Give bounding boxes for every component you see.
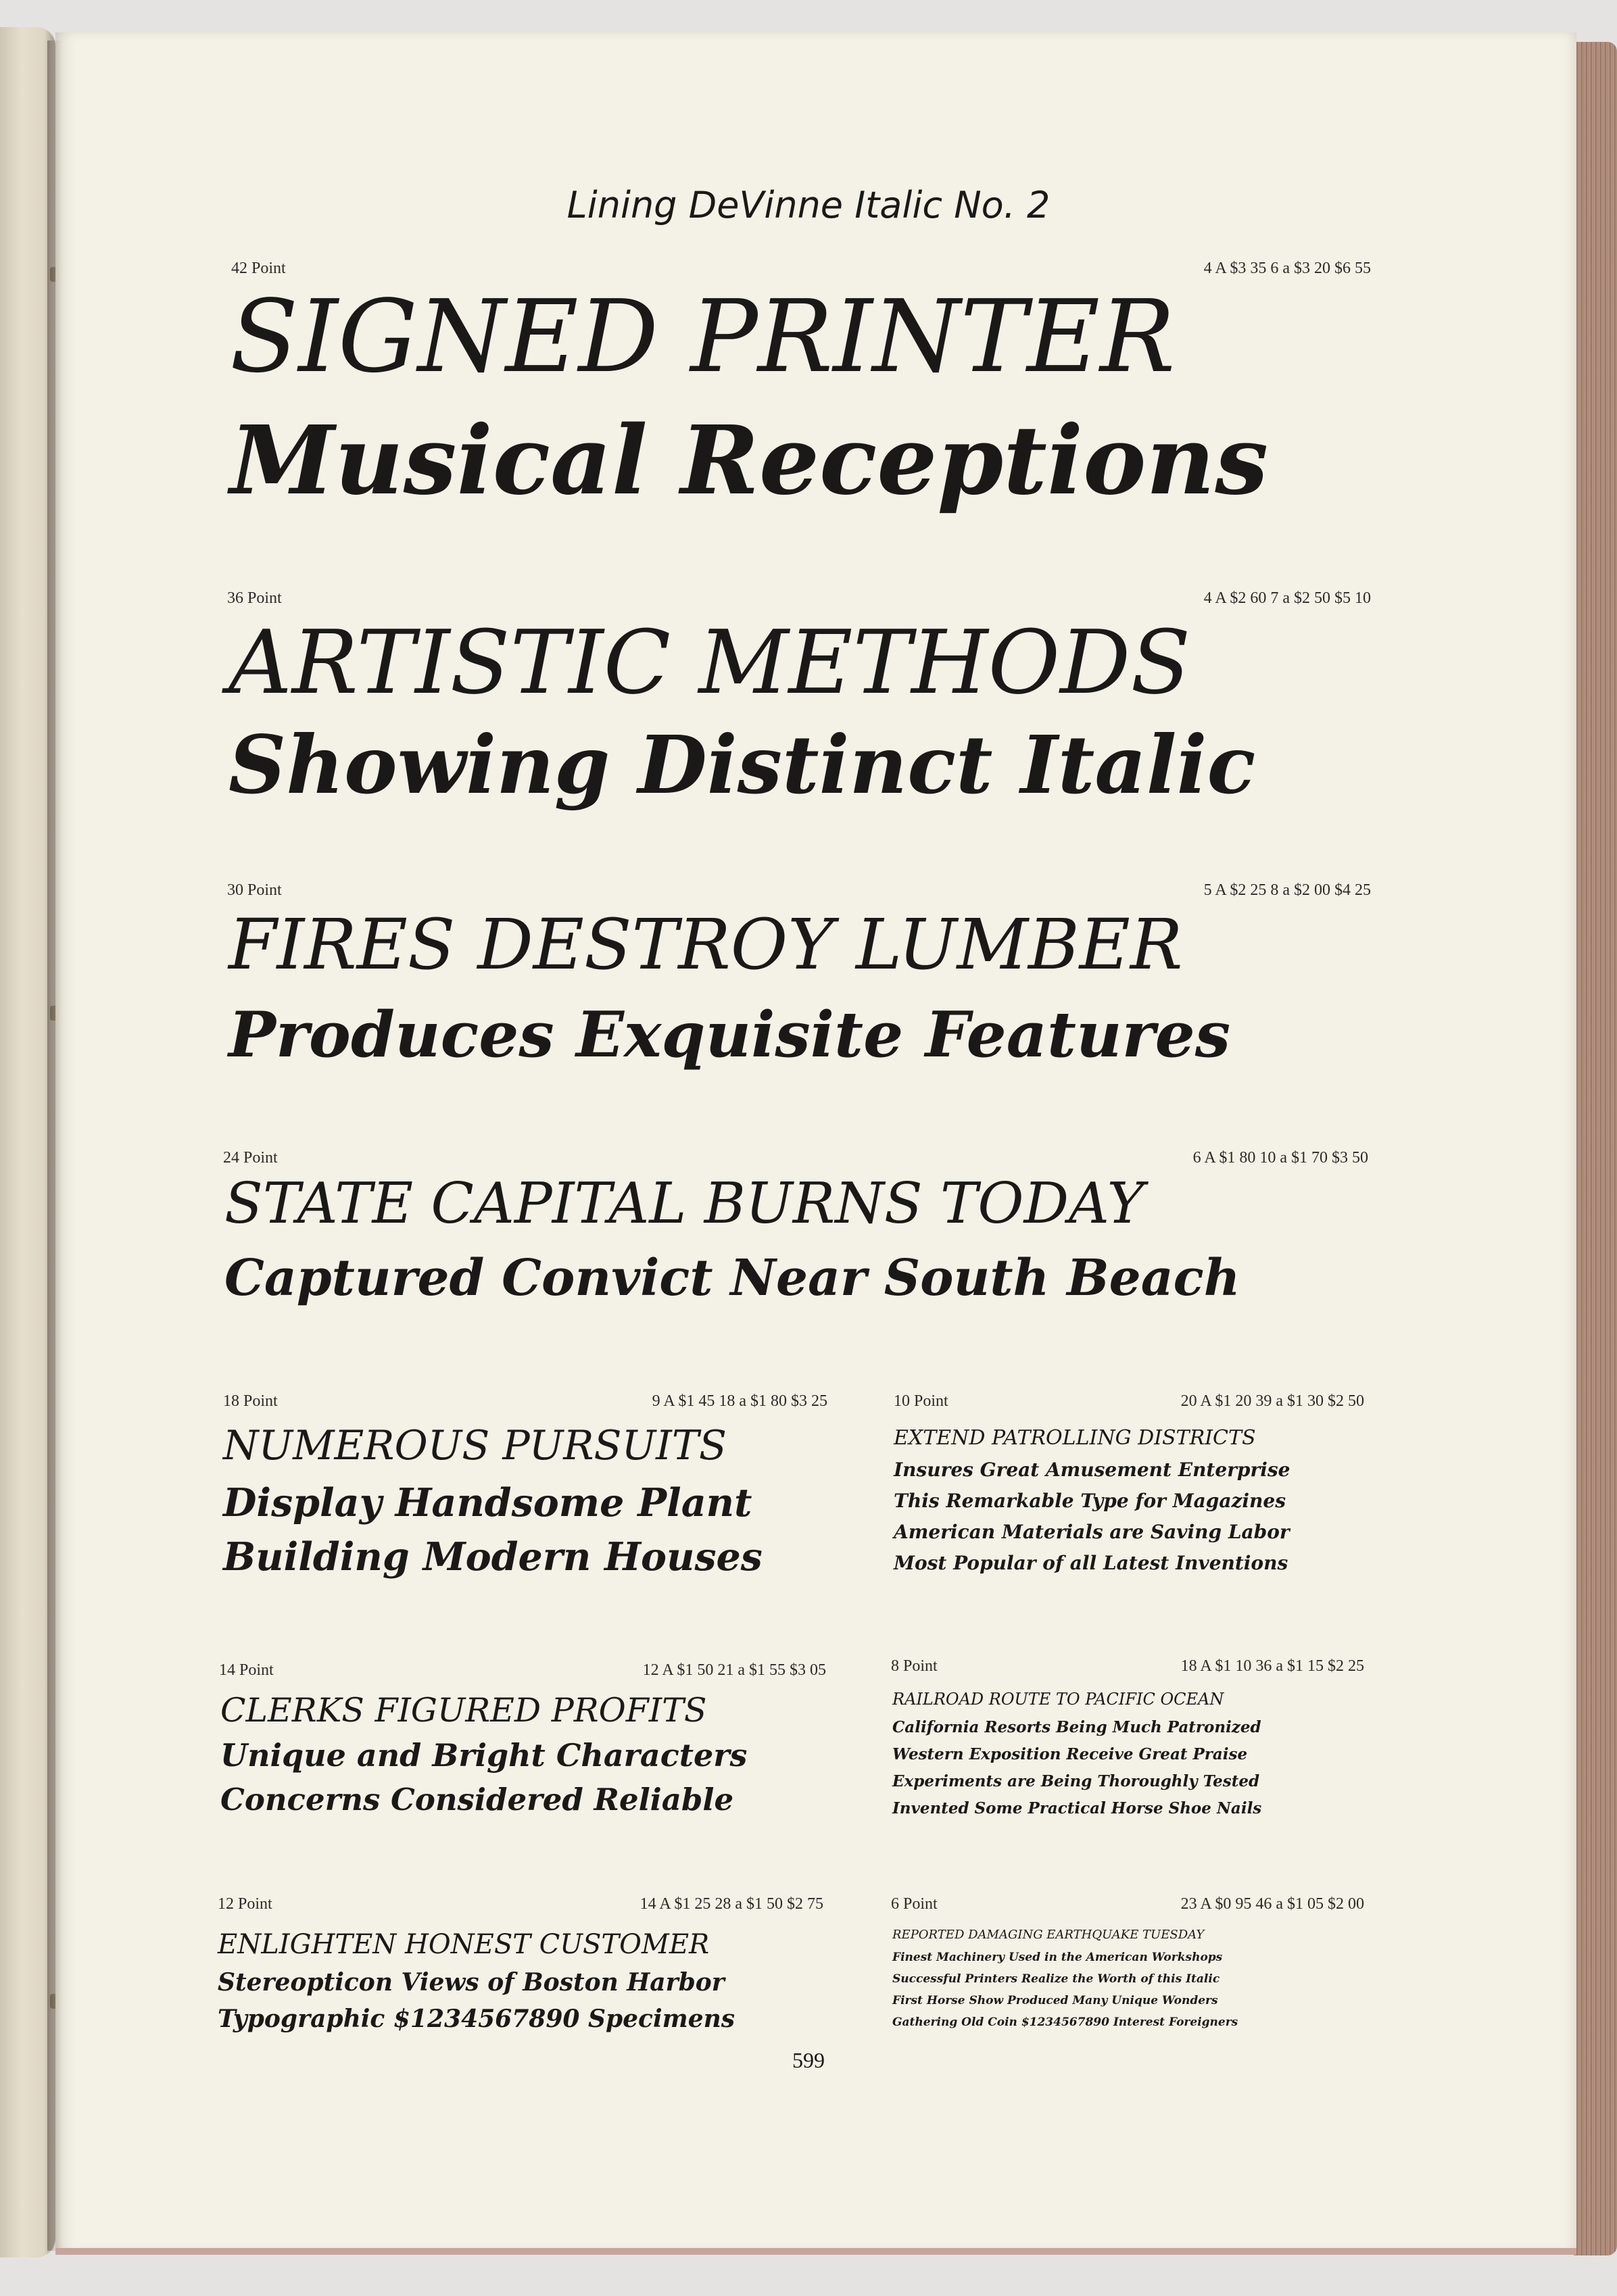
point-size-label: 30 Point bbox=[227, 881, 282, 899]
specimen-line: EXTEND PATROLLING DISTRICTS bbox=[894, 1426, 1256, 1450]
specimen-line: Western Exposition Receive Great Praise bbox=[892, 1745, 1248, 1763]
point-size-label: 10 Point bbox=[894, 1392, 948, 1410]
specimen-line: Concerns Considered Reliable bbox=[220, 1782, 734, 1817]
specimen-line: Invented Some Practical Horse Shoe Nails bbox=[892, 1799, 1262, 1817]
specimen-line: CLERKS FIGURED PROFITS bbox=[220, 1691, 707, 1730]
specimen-line: Gathering Old Coin $1234567890 Interest Foreigners bbox=[892, 2016, 1238, 2029]
price-label: 18 A $1 10 36 a $1 15 $2 25 bbox=[1180, 1657, 1364, 1675]
page-edges bbox=[1574, 42, 1617, 2255]
specimen-line: First Horse Show Produced Many Unique Wonders bbox=[892, 1994, 1218, 2007]
specimen-line: Successful Printers Realize the Worth of this Italic bbox=[892, 1972, 1220, 1986]
price-label: 9 A $1 45 18 a $1 80 $3 25 bbox=[652, 1392, 827, 1410]
specimen-line: Typographic $1234567890 Specimens bbox=[218, 2005, 735, 2033]
specimen-line: Produces Exquisite Features bbox=[228, 998, 1231, 1071]
point-size-label: 24 Point bbox=[223, 1149, 278, 1167]
specimen-line: RAILROAD ROUTE TO PACIFIC OCEAN bbox=[892, 1690, 1224, 1709]
specimen-line: Display Handsome Plant bbox=[223, 1480, 752, 1525]
price-label: 5 A $2 25 8 a $2 00 $4 25 bbox=[1203, 881, 1371, 899]
specimen-line: Most Popular of all Latest Inventions bbox=[894, 1552, 1288, 1574]
specimen-line: Captured Convict Near South Beach bbox=[224, 1249, 1240, 1307]
specimen-line: Finest Machinery Used in the American Workshops bbox=[892, 1951, 1223, 1964]
specimen-line: STATE CAPITAL BURNS TODAY bbox=[224, 1171, 1144, 1236]
price-label: 23 A $0 95 46 a $1 05 $2 00 bbox=[1180, 1895, 1364, 1913]
point-size-label: 36 Point bbox=[227, 589, 282, 607]
page-number: 599 bbox=[792, 2048, 825, 2072]
specimen-line: Experiments are Being Thoroughly Tested bbox=[892, 1772, 1260, 1790]
point-size-label: 12 Point bbox=[218, 1895, 272, 1913]
page-bottom-edge bbox=[55, 2248, 1576, 2255]
point-size-label: 18 Point bbox=[223, 1392, 278, 1410]
point-size-label: 14 Point bbox=[219, 1661, 274, 1679]
specimen-line: ENLIGHTEN HONEST CUSTOMER bbox=[218, 1929, 710, 1960]
specimen-line: ARTISTIC METHODS bbox=[228, 611, 1191, 714]
specimen-line: Showing Distinct Italic bbox=[228, 718, 1256, 812]
point-size-label: 6 Point bbox=[891, 1895, 938, 1913]
specimen-line: American Materials are Saving Labor bbox=[894, 1521, 1290, 1543]
specimen-line: Musical Receptions bbox=[230, 406, 1269, 516]
price-label: 6 A $1 80 10 a $1 70 $3 50 bbox=[1192, 1149, 1368, 1167]
page-title: Lining DeVinne Italic No. 2 bbox=[566, 184, 1051, 226]
specimen-line: Insures Great Amusement Enterprise bbox=[894, 1459, 1290, 1481]
specimen-line: Stereopticon Views of Boston Harbor bbox=[218, 1968, 725, 1997]
price-label: 4 A $2 60 7 a $2 50 $5 10 bbox=[1203, 589, 1371, 607]
specimen-line: NUMEROUS PURSUITS bbox=[223, 1422, 727, 1469]
specimen-line: SIGNED PRINTER bbox=[230, 278, 1176, 395]
specimen-line: California Resorts Being Much Patronized bbox=[892, 1718, 1261, 1736]
specimen-line: Unique and Bright Characters bbox=[220, 1737, 748, 1774]
price-label: 14 A $1 25 28 a $1 50 $2 75 bbox=[639, 1895, 823, 1913]
price-label: 20 A $1 20 39 a $1 30 $2 50 bbox=[1180, 1392, 1364, 1410]
price-label: 4 A $3 35 6 a $3 20 $6 55 bbox=[1203, 260, 1371, 277]
point-size-label: 8 Point bbox=[891, 1657, 938, 1675]
point-size-label: 42 Point bbox=[231, 260, 286, 277]
price-label: 12 A $1 50 21 a $1 55 $3 05 bbox=[642, 1661, 826, 1679]
specimen-line: Building Modern Houses bbox=[223, 1534, 763, 1580]
page-gutter bbox=[47, 41, 62, 2251]
specimen-line: REPORTED DAMAGING EARTHQUAKE TUESDAY bbox=[892, 1928, 1205, 1942]
specimen-line: FIRES DESTROY LUMBER bbox=[228, 904, 1183, 985]
specimen-line: This Remarkable Type for Magazines bbox=[894, 1490, 1286, 1512]
